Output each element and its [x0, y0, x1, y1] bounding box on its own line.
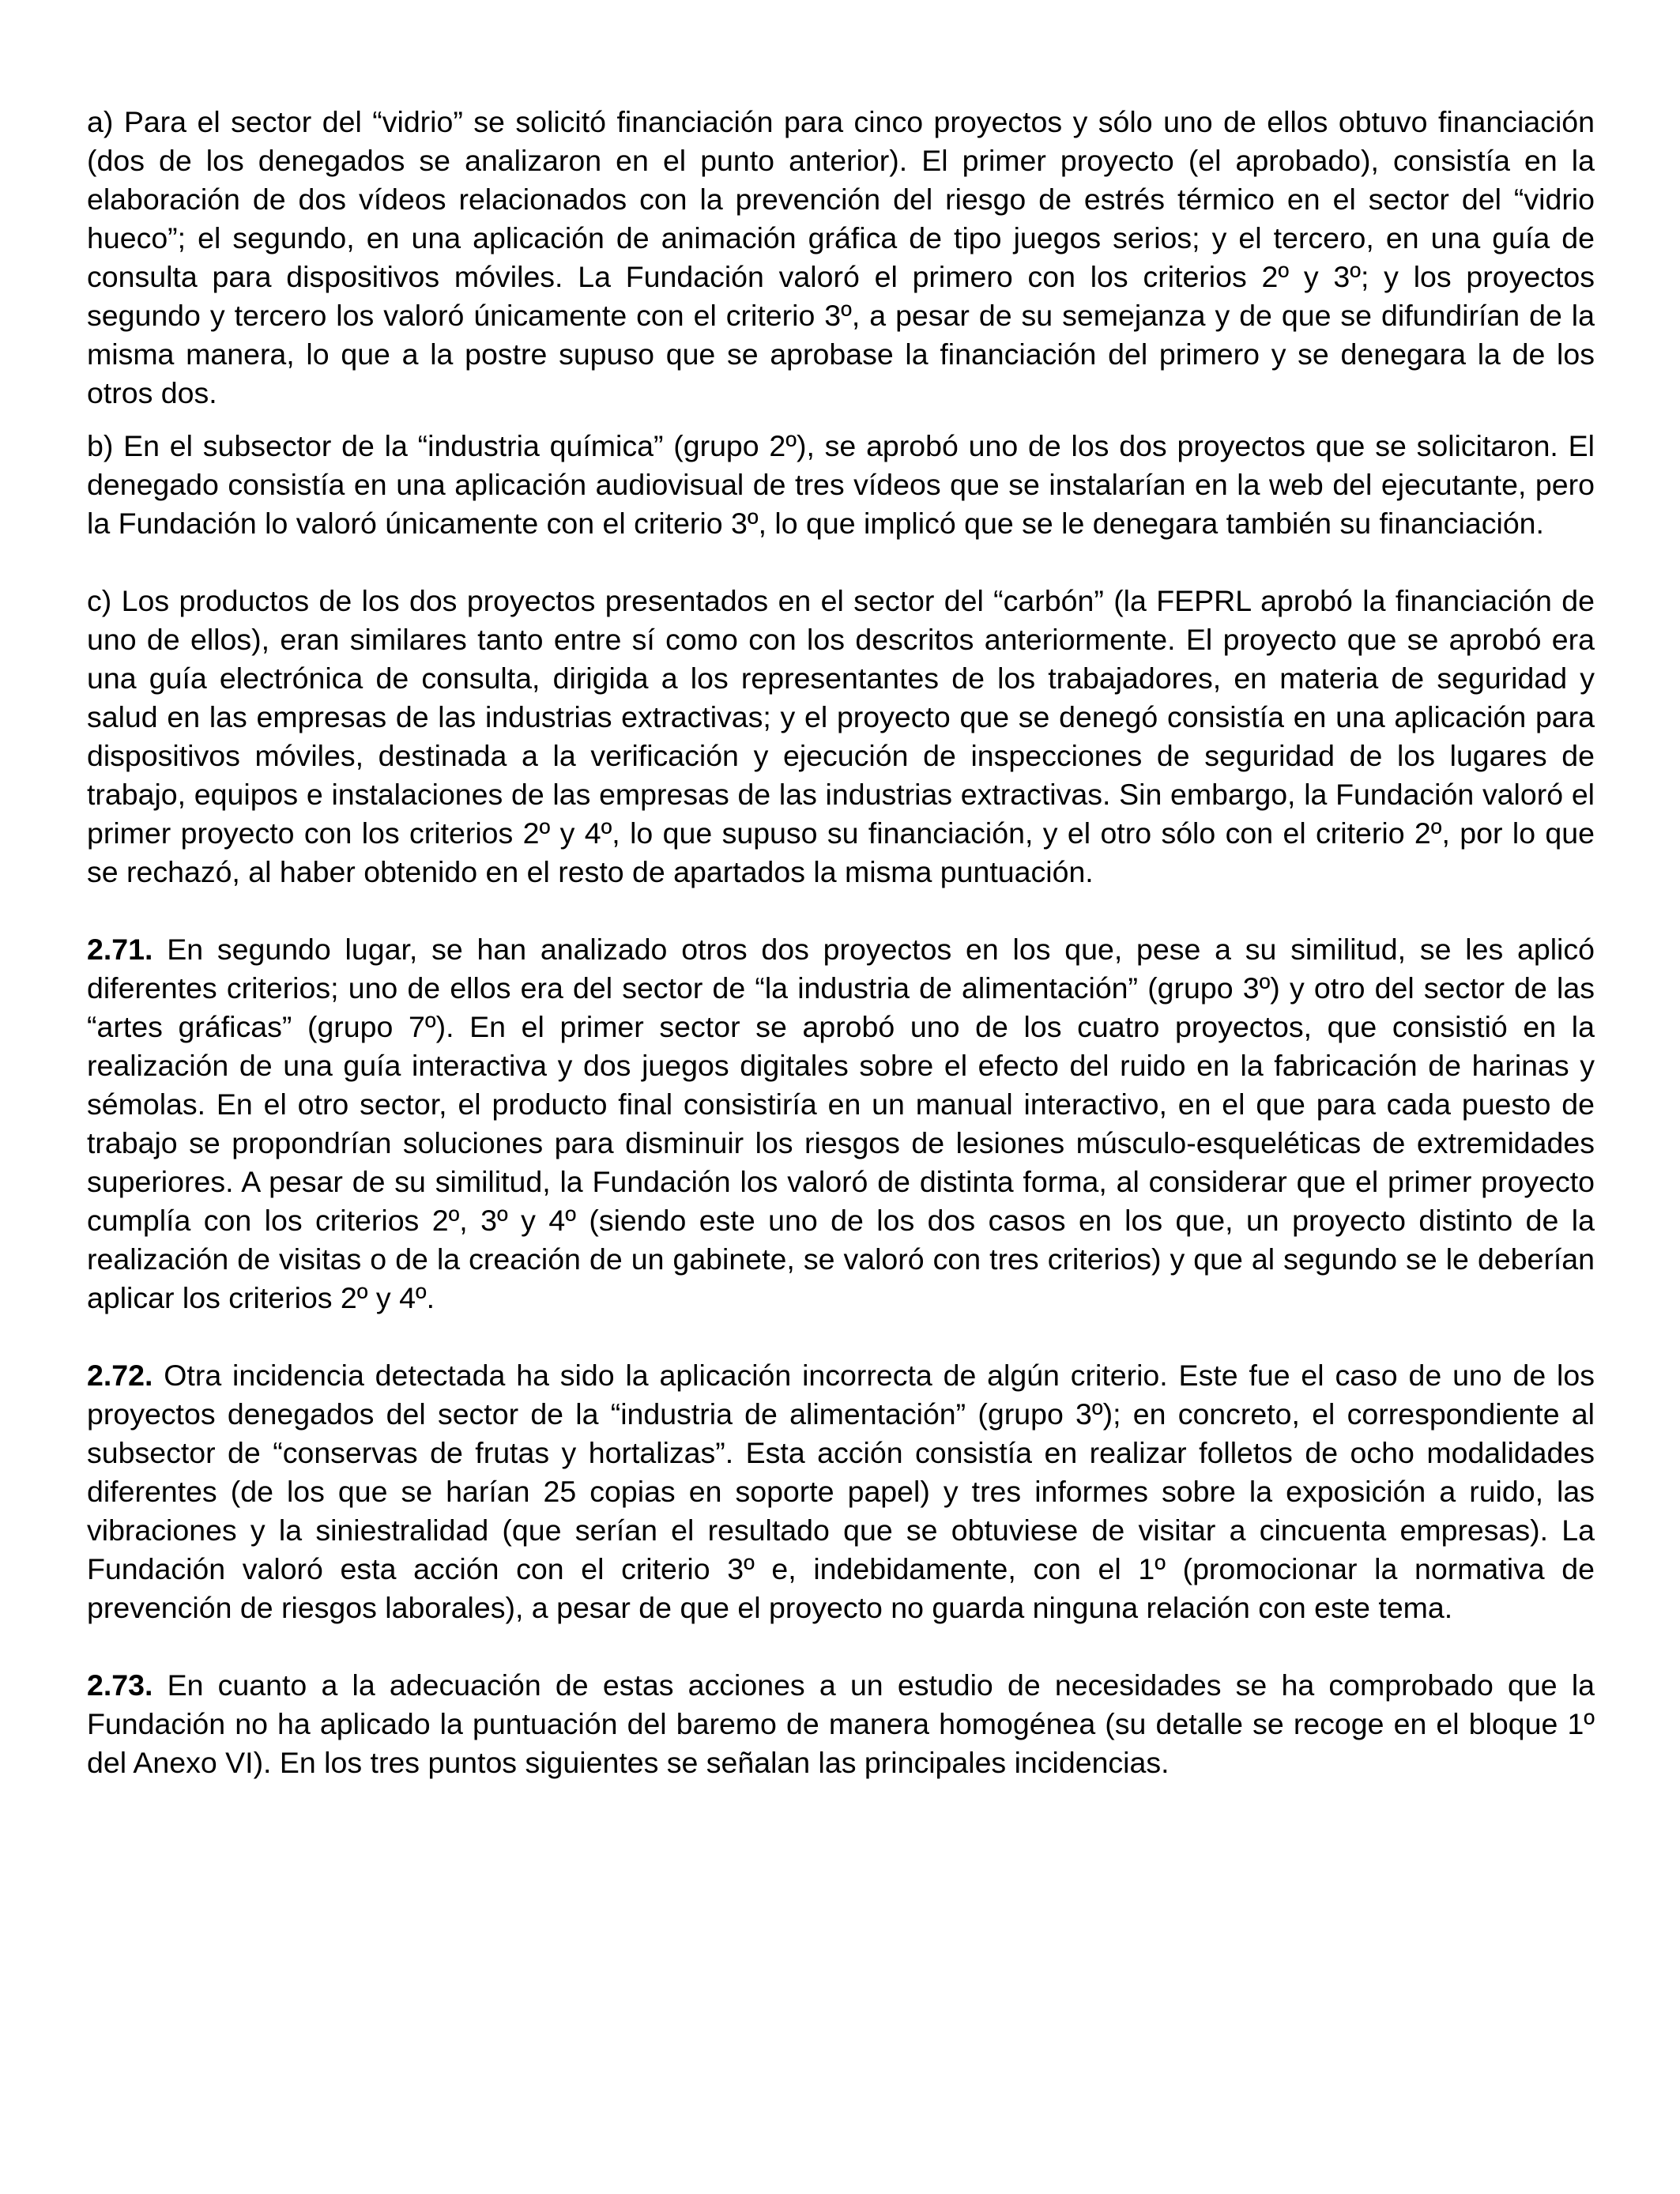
paragraph-2-73-number: 2.73. — [87, 1668, 153, 1702]
paragraph-2-72-text: Otra incidencia detectada ha sido la aplicación incorrecta de algún criterio. Este fue el caso de uno de los proyectos denegados del sector de la “industria de alimentación” (grupo 3º); en concreto, el correspondiente al subsector de “conservas de frutas y hortalizas”. Esta acción consistía en realizar folletos de ocho modalidades diferentes (de los que se harían 25 copias en soporte papel) y tres informes sobre la exposición a ruido, las vibraciones y la siniestralidad (que serían el resultado que se obtuviese de visitar a cincuenta empresas). La Fundación valoró esta acción con el criterio 3º e, indebidamente, con el 1º (promocionar la normativa de prevención de riesgos laborales), a pesar de que el proyecto no guarda ninguna relación con este tema. — [87, 1359, 1595, 1624]
paragraph-2-72 — [87, 1356, 1595, 1627]
paragraph-2-71-number: 2.71. — [87, 933, 153, 966]
paragraph-a-text: a) Para el sector del “vidrio” se solicitó financiación para cinco proyectos y sólo uno de ellos obtuvo financiación (dos de los denegados se analizaron en el punto anterior). El primer proyecto (el aprobado), consistía en la elaboración de dos vídeos relacionados con la prevención del riesgo de estrés térmico en el sector del “vidrio hueco”; el segundo, en una aplicación de animación gráfica de tipo juegos serios; y el tercero, en una guía de consulta para dispositivos móviles. La Fundación valoró el primero con los criterios 2º y 3º; y los proyectos segundo y tercero los valoró únicamente con el criterio 3º, a pesar de su semejanza y de que se difundirían de la misma manera, lo que a la postre supuso que se aprobase la financiación del primero y se denegara la de los otros dos. — [87, 105, 1595, 409]
paragraph-c-text: c) Los productos de los dos proyectos presentados en el sector del “carbón” (la FEPRL aprobó la financiación de uno de ellos), eran similares tanto entre sí como con los descritos anteriormente. El proyecto que se aprobó era una guía electrónica de consulta, dirigida a los representantes de los trabajadores, en materia de seguridad y salud en las empresas de las industrias extractivas; y el proyecto que se denegó consistía en una aplicación para dispositivos móviles, destinada a la verificación y ejecución de inspecciones de seguridad de los lugares de trabajo, equipos e instalaciones de las empresas de las industrias extractivas. Sin embargo, la Fundación valoró el primer proyecto con los criterios 2º y 4º, lo que supuso su financiación, y el otro sólo con el criterio 2º, por lo que se rechazó, al haber obtenido en el resto de apartados la misma puntuación. — [87, 584, 1595, 888]
paragraph-b — [87, 427, 1595, 543]
paragraph-2-73 — [87, 1666, 1595, 1782]
paragraph-2-72-number: 2.72. — [87, 1359, 153, 1392]
paragraph-b-text: b) En el subsector de la “industria química” (grupo 2º), se aprobó uno de los dos proyectos que se solicitaron. El denegado consistía en una aplicación audiovisual de tres vídeos que se instalarían en la web del ejecutante, pero la Fundación lo valoró únicamente con el criterio 3º, lo que implicó que se le denegara también su financiación. — [87, 429, 1595, 540]
paragraph-2-73-text: En cuanto a la adecuación de estas acciones a un estudio de necesidades se ha comprobado que la Fundación no ha aplicado la puntuación del baremo de manera homogénea (su detalle se recoge en el bloque 1º del Anexo VI). En los tres puntos siguientes se señalan las principales incidencias. — [87, 1668, 1595, 1779]
paragraph-2-71 — [87, 930, 1595, 1318]
paragraph-a — [87, 103, 1595, 413]
paragraph-2-71-text: En segundo lugar, se han analizado otros dos proyectos en los que, pese a su similitud, se les aplicó diferentes criterios; uno de ellos era del sector de “la industria de alimentación” (grupo 3º) y otro del sector de las “artes gráficas” (grupo 7º). En el primer sector se aprobó uno de los cuatro proyectos, que consistió en la realización de una guía interactiva y dos juegos digitales sobre el efecto del ruido en la fabricación de harinas y sémolas. En el otro sector, el producto final consistiría en un manual interactivo, en el que para cada puesto de trabajo se propondrían soluciones para disminuir los riesgos de lesiones músculo-esqueléticas de extremidades superiores. A pesar de su similitud, la Fundación los valoró de distinta forma, al considerar que el primer proyecto cumplía con los criterios 2º, 3º y 4º (siendo este uno de los dos casos en los que, un proyecto distinto de la realización de visitas o de la creación de un gabinete, se valoró con tres criterios) y que al segundo se le deberían aplicar los criterios 2º y 4º. — [87, 933, 1595, 1314]
paragraph-c — [87, 582, 1595, 892]
document-page — [87, 103, 1595, 1782]
